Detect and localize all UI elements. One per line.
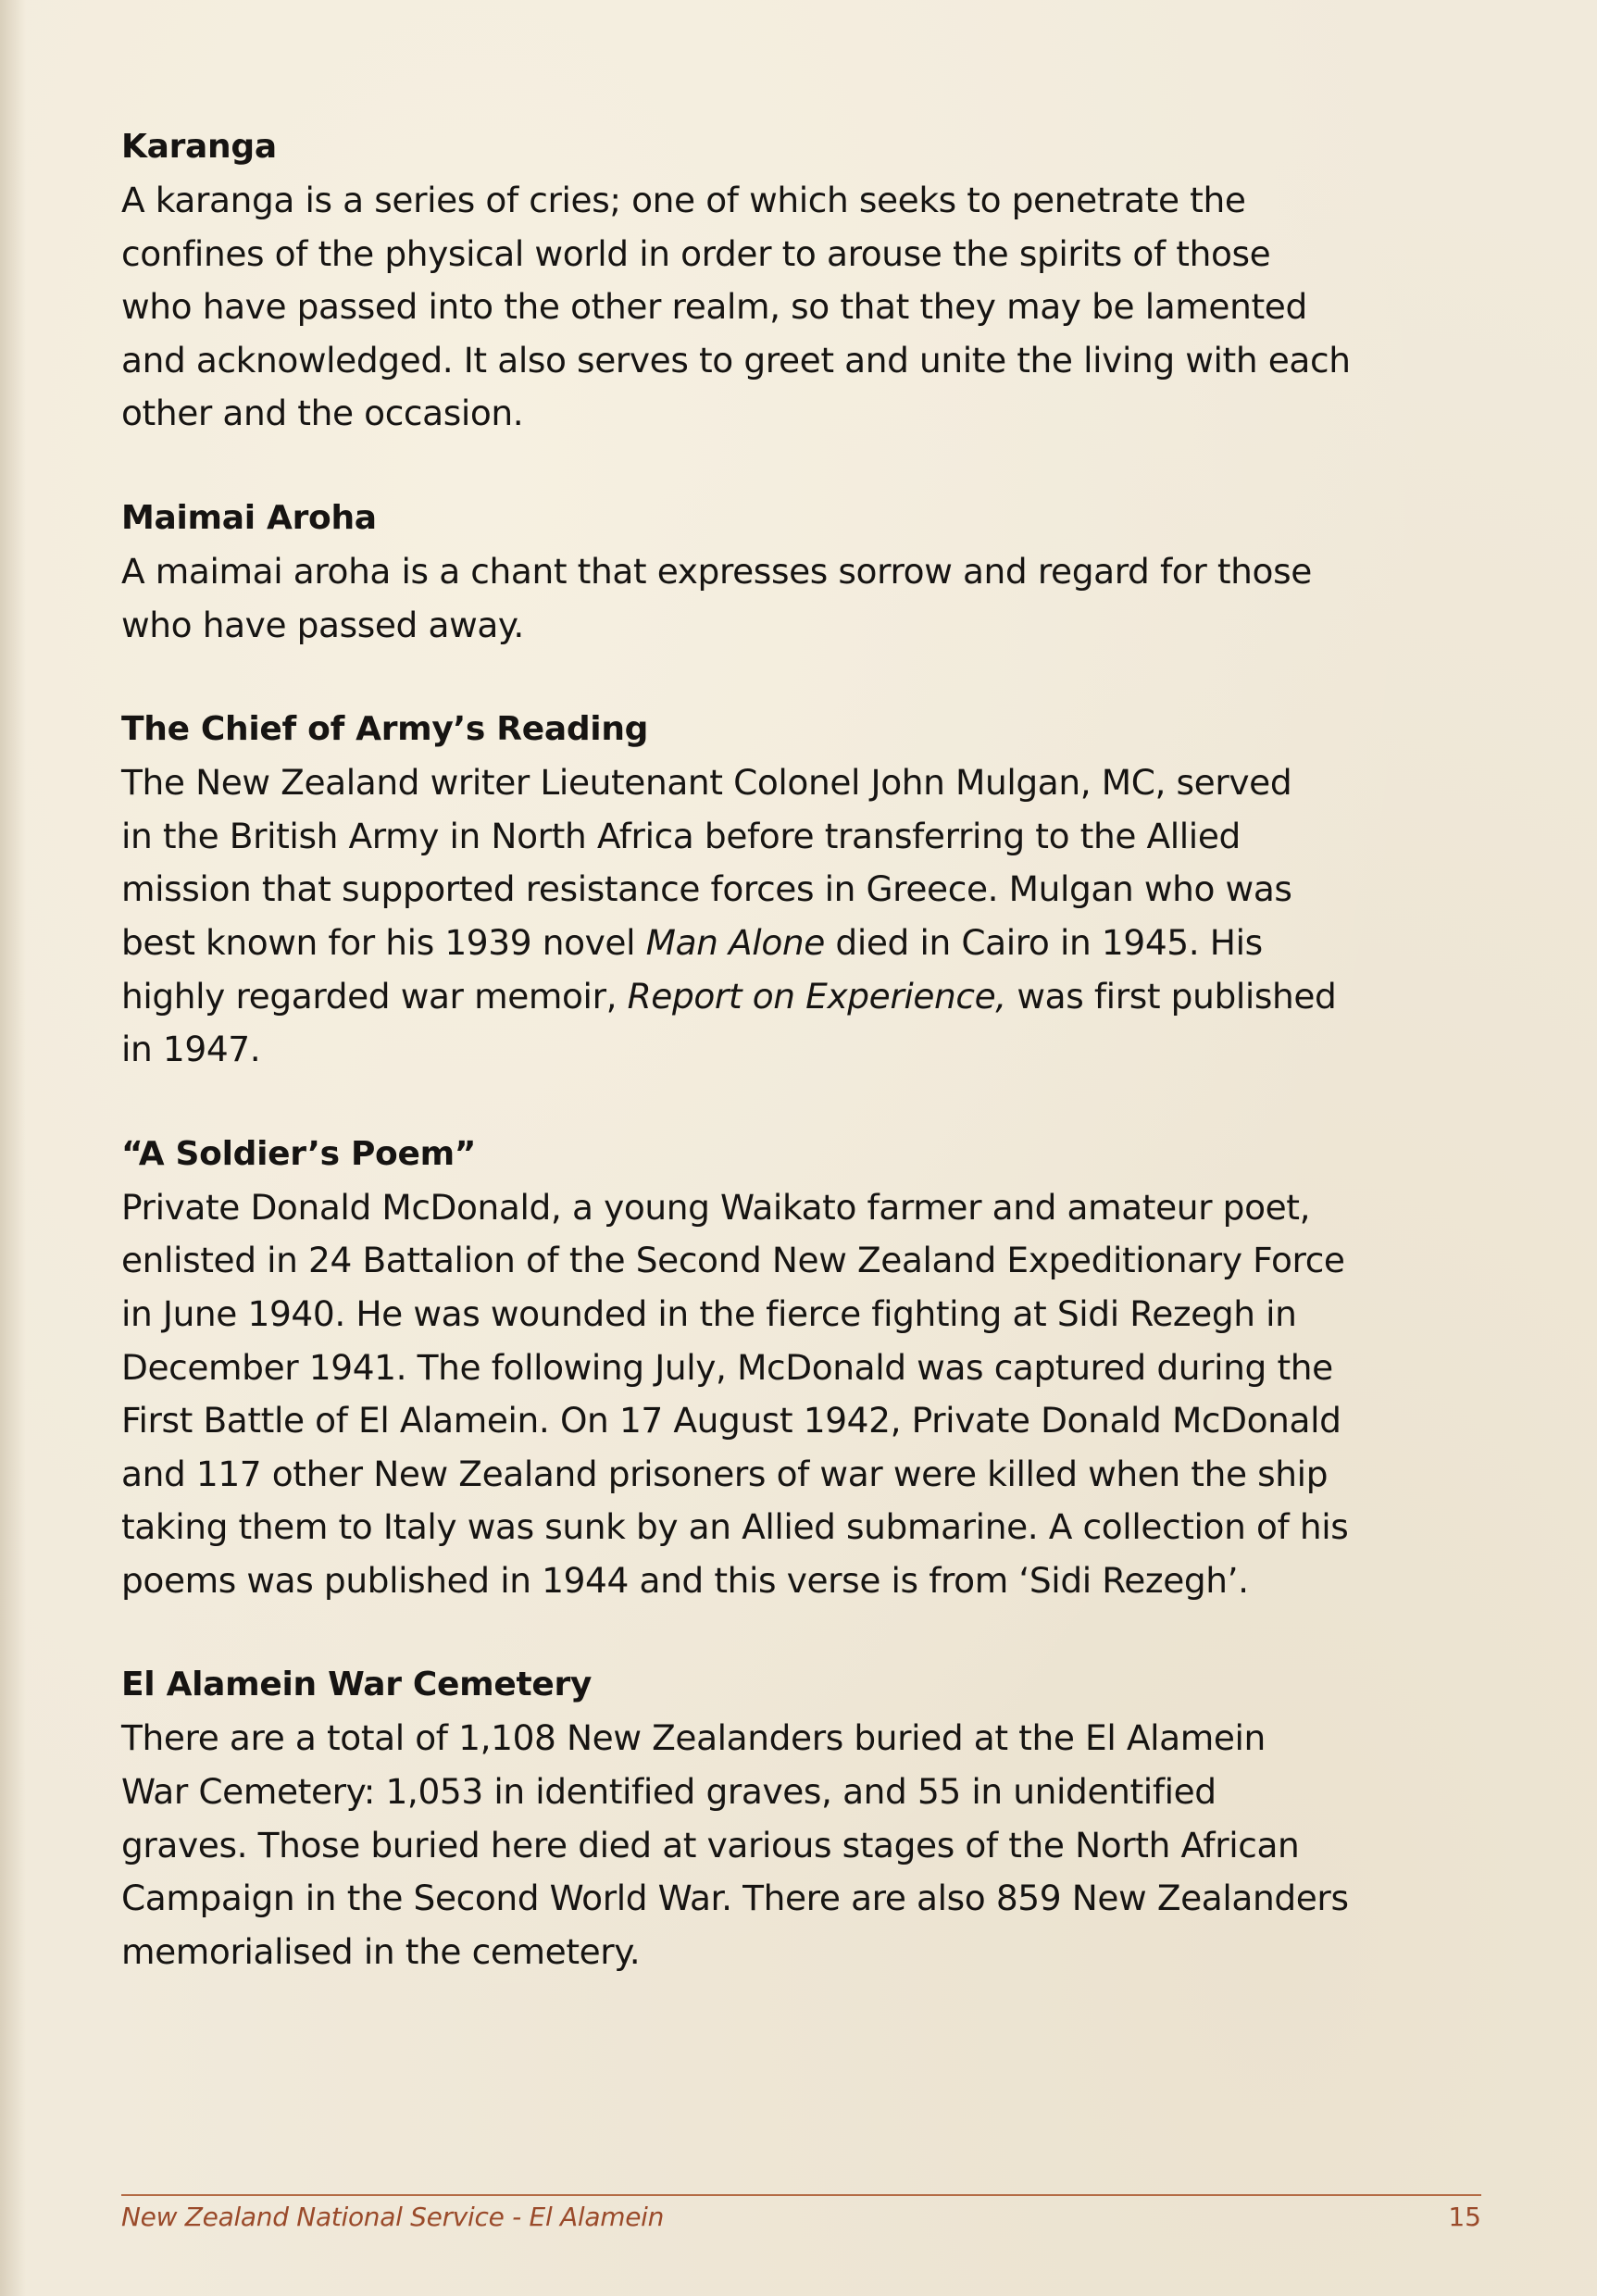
line-text: highly regarded war memoir,	[121, 975, 628, 1017]
body-line: other and the occasion.	[121, 393, 524, 434]
body-line: who have passed away.	[121, 604, 524, 645]
spine-shadow	[0, 0, 26, 2296]
section-heading: The Chief of Army’s Reading	[121, 710, 649, 749]
footer-rule	[121, 2194, 1481, 2196]
line-text: was first published	[1005, 975, 1337, 1017]
body-line: memorialised in the cemetery.	[121, 1930, 641, 1972]
body-line: who have passed into the other realm, so that they may be lamented	[121, 286, 1307, 328]
body-line: poems was published in 1944 and this verse is from ‘Sidi Rezegh’.	[121, 1559, 1249, 1601]
body-line: The New Zealand writer Lieutenant Colonel John Mulgan, MC, served	[121, 762, 1292, 804]
body-line: confines of the physical world in order to arouse the spirits of those	[121, 232, 1271, 274]
section	[121, 703, 1510, 1077]
body-line	[121, 917, 1510, 970]
body-line: Private Donald McDonald, a young Waikato farmer and amateur poet,	[121, 1186, 1311, 1228]
italic-title: Man Alone	[645, 921, 825, 963]
section-heading: “A Soldier’s Poem”	[121, 1134, 477, 1173]
body-line: There are a total of 1,108 New Zealanders buried at the El Alamein	[121, 1717, 1266, 1759]
body-line: and acknowledged. It also serves to greet and unite the living with each	[121, 339, 1351, 381]
body-line: in 1947.	[121, 1029, 261, 1070]
body-line: in the British Army in North Africa before transferring to the Allied	[121, 815, 1241, 856]
line-text: died in Cairo in 1945. His	[824, 921, 1263, 963]
section	[121, 1128, 1510, 1608]
section-body	[121, 756, 1510, 1077]
body-line: War Cemetery: 1,053 in identified graves, and 55 in unidentified	[121, 1771, 1216, 1813]
section-body	[121, 1712, 1510, 1978]
body-line: December 1941. The following July, McDonald was captured during the	[121, 1346, 1333, 1388]
section-body	[121, 174, 1510, 441]
body-line: and 117 other New Zealand prisoners of war were killed when the ship	[121, 1453, 1329, 1494]
page-content	[121, 120, 1510, 2029]
section-heading: Karanga	[121, 128, 277, 166]
page-number: 15	[1448, 2202, 1481, 2232]
body-line: taking them to Italy was sunk by an Allied submarine. A collection of his	[121, 1506, 1349, 1548]
section-body	[121, 545, 1510, 652]
body-line: A maimai aroha is a chant that expresses sorrow and regard for those	[121, 550, 1312, 592]
section-heading: El Alamein War Cemetery	[121, 1666, 593, 1704]
body-line: First Battle of El Alamein. On 17 August 1942, Private Donald McDonald	[121, 1400, 1341, 1441]
section-body	[121, 1181, 1510, 1608]
line-text: best known for his 1939 novel	[121, 921, 646, 963]
body-line: in June 1940. He was wounded in the fierce fighting at Sidi Rezegh in	[121, 1292, 1297, 1334]
section	[121, 492, 1510, 652]
section	[121, 120, 1510, 441]
footer-title: New Zealand National Service - El Alamein	[121, 2202, 665, 2232]
body-line: graves. Those buried here died at various stages of the North African	[121, 1824, 1300, 1866]
body-line	[121, 970, 1510, 1024]
section-heading: Maimai Aroha	[121, 498, 377, 537]
italic-title: Report on Experience,	[627, 975, 1006, 1017]
body-line: Campaign in the Second World War. There are also 859 New Zealanders	[121, 1878, 1349, 1919]
body-line: mission that supported resistance forces in Greece. Mulgan who was	[121, 868, 1292, 910]
section	[121, 1658, 1510, 1978]
body-line: A karanga is a series of cries; one of which seeks to penetrate the	[121, 180, 1246, 220]
body-line: enlisted in 24 Battalion of the Second New Zealand Expeditionary Force	[121, 1240, 1345, 1281]
